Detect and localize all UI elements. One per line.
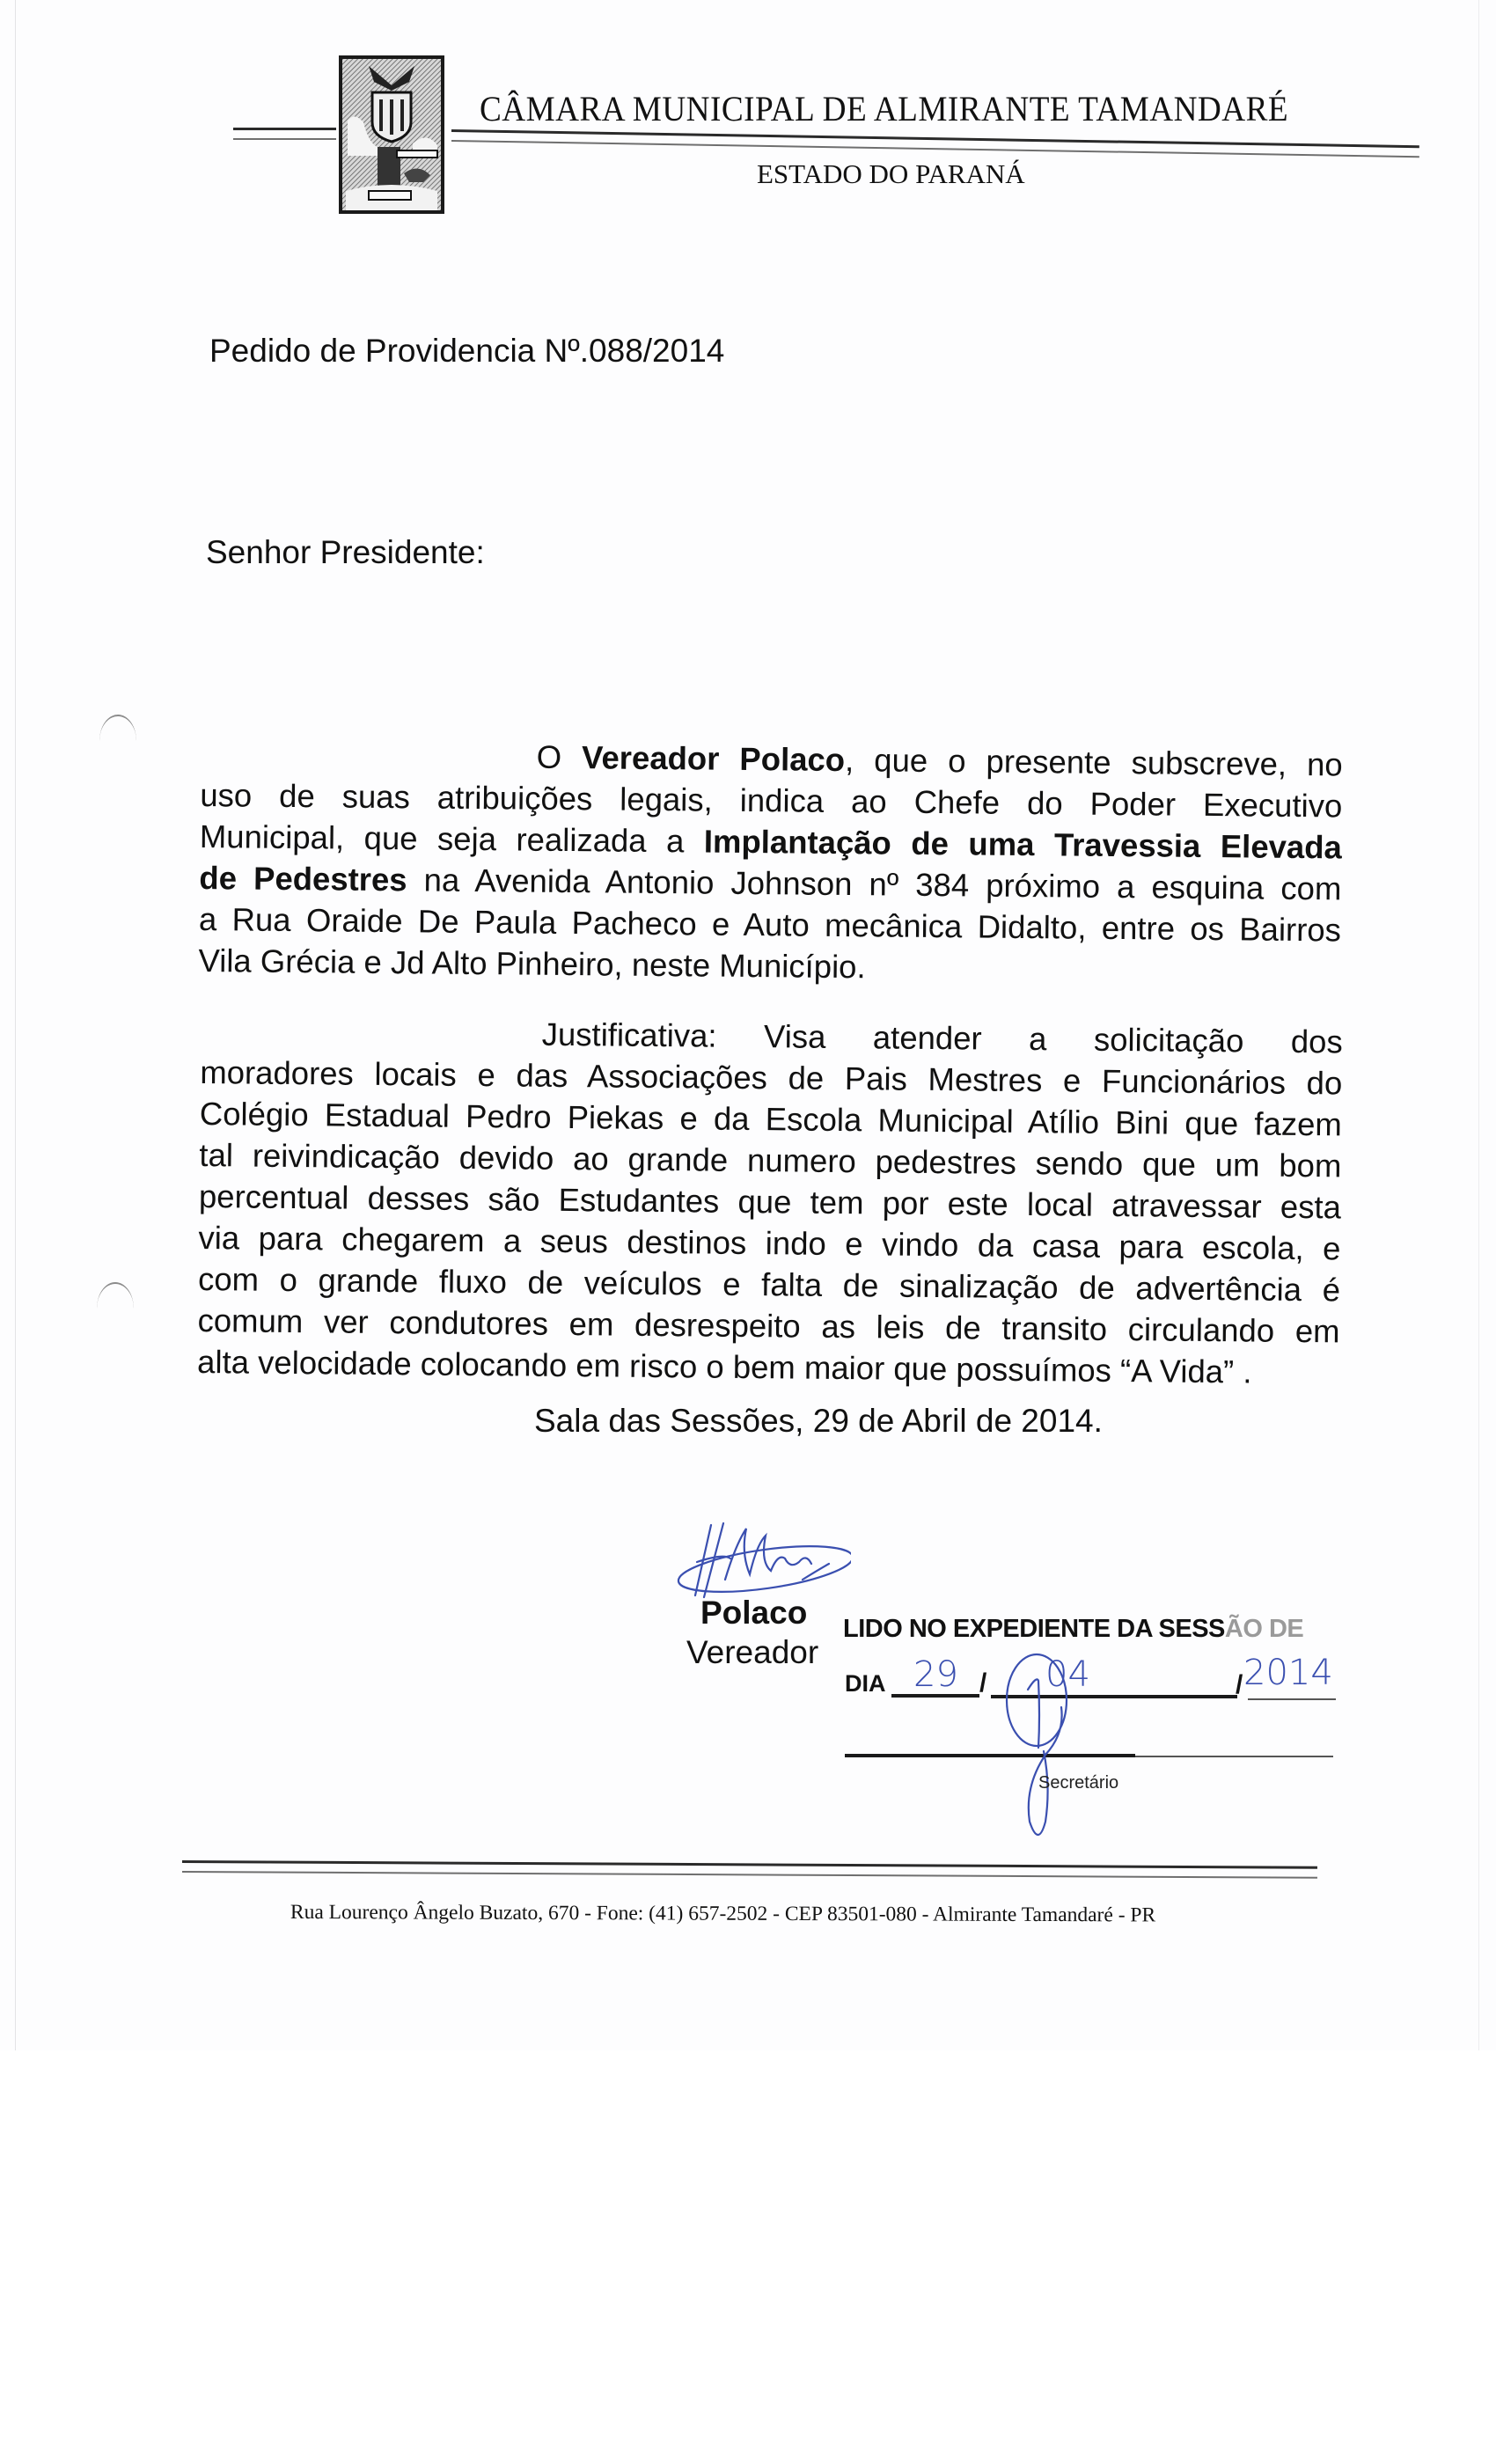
closing-date-line: Sala das Sessões, 29 de Abril de 2014. — [534, 1403, 1103, 1439]
text-run: na Avenida Antonio Johnson nº 384 próximo a esquina com — [407, 862, 1342, 907]
text-run: Municipal, que seja realizada a — [199, 818, 705, 860]
request-paragraph — [198, 733, 1343, 992]
stamp-title-text: LIDO NO EXPEDIENTE DA SESS — [843, 1615, 1225, 1643]
secretary-label: Secretário — [1038, 1773, 1119, 1793]
signer-name: Polaco — [700, 1595, 808, 1631]
secretary-signature-line-dark — [845, 1754, 1135, 1757]
secretary-signature-line-light — [1135, 1756, 1333, 1757]
emphasized-text: de Pedestres — [199, 859, 407, 898]
punch-hole-bottom — [97, 1282, 134, 1309]
text-run: comum ver condutores em desrespeito as leis de transito circulando em — [197, 1302, 1340, 1350]
text-run: Colégio Estadual Pedro Piekas e da Escola Municipal Atílio Bini que fazem — [199, 1095, 1343, 1143]
punch-hole-top — [99, 715, 136, 741]
stamp-title-faded: ÃO DE — [1224, 1615, 1304, 1643]
text-run: a Rua Oraide De Paula Pacheco e Auto mecânica Didalto, entre os Bairros — [198, 900, 1342, 949]
stamp-month-handwritten: 04 — [1045, 1654, 1090, 1695]
text-run: percentual desses são Estudantes que tem por este local atravessar esta — [198, 1177, 1342, 1226]
stamp-slash-2: / — [1236, 1670, 1243, 1699]
footer-rule-thick — [182, 1860, 1317, 1869]
header-rule-right-thick — [451, 129, 1419, 148]
stamp-year-handwritten: 2014 — [1243, 1653, 1333, 1693]
coat-of-arms-logo — [339, 55, 444, 214]
text-run: uso de suas atribuições legais, indica ao Chefe do Poder Executivo — [200, 776, 1343, 825]
handwritten-signature — [662, 1518, 851, 1606]
emphasized-text: Implantação de uma Travessia Elevada — [703, 823, 1343, 866]
page-edge-left — [15, 0, 16, 2050]
text-run: via para chegarem a seus destinos indo e vindo da casa para escola, e — [198, 1219, 1341, 1267]
text-run: moradores locais e das Associações de Pais Mestres e Funcionários do — [200, 1053, 1343, 1102]
emphasized-text: Vereador Polaco — [581, 739, 846, 779]
letterhead-subtitle: ESTADO DO PARANÁ — [757, 158, 1025, 189]
text-run: , que o presente subscreve, no — [844, 742, 1343, 783]
justification-paragraph — [197, 1010, 1343, 1393]
text-run: com o grande fluxo de veículos e falta de sinalização de advertência é — [197, 1260, 1341, 1309]
text-run: tal reivindicação devido ao grande numero pedestres sendo que um bom — [199, 1136, 1342, 1184]
document-reference: Pedido de Providencia Nº.088/2014 — [209, 333, 725, 369]
stamp-slash-1: / — [979, 1668, 987, 1698]
text-run: alta velocidade colocando em risco o bem maior que possuímos “A Vida” . — [196, 1343, 1252, 1390]
header-rule-left-thick — [233, 128, 336, 130]
stamp-day-handwritten: 29 — [913, 1654, 958, 1695]
stamp-dia-label: DIA — [845, 1670, 886, 1697]
text-run: O — [536, 738, 583, 776]
signer-role: Vereador — [686, 1634, 819, 1670]
text-run: Vila Grécia e Jd Alto Pinheiro, neste Município. — [198, 942, 866, 986]
letterhead-title: CÂMARA MUNICIPAL DE ALMIRANTE TAMANDARÉ — [480, 89, 1289, 128]
salutation: Senhor Presidente: — [206, 534, 485, 570]
secretary-initials — [994, 1637, 1082, 1866]
stamp-year-line — [1248, 1698, 1336, 1700]
header-rule-left-thin — [233, 138, 336, 140]
footer-rule-thin — [182, 1871, 1317, 1879]
coat-of-arms-icon — [342, 59, 441, 210]
text-run: Justificativa: Visa atender a solicitação dos — [541, 1016, 1343, 1060]
page-edge-right — [1478, 0, 1479, 2050]
footer-address: Rua Lourenço Ângelo Buzato, 670 - Fone: (41) 657-2502 - CEP 83501-080 - Almirante Tamandaré - PR — [290, 1901, 1156, 1927]
